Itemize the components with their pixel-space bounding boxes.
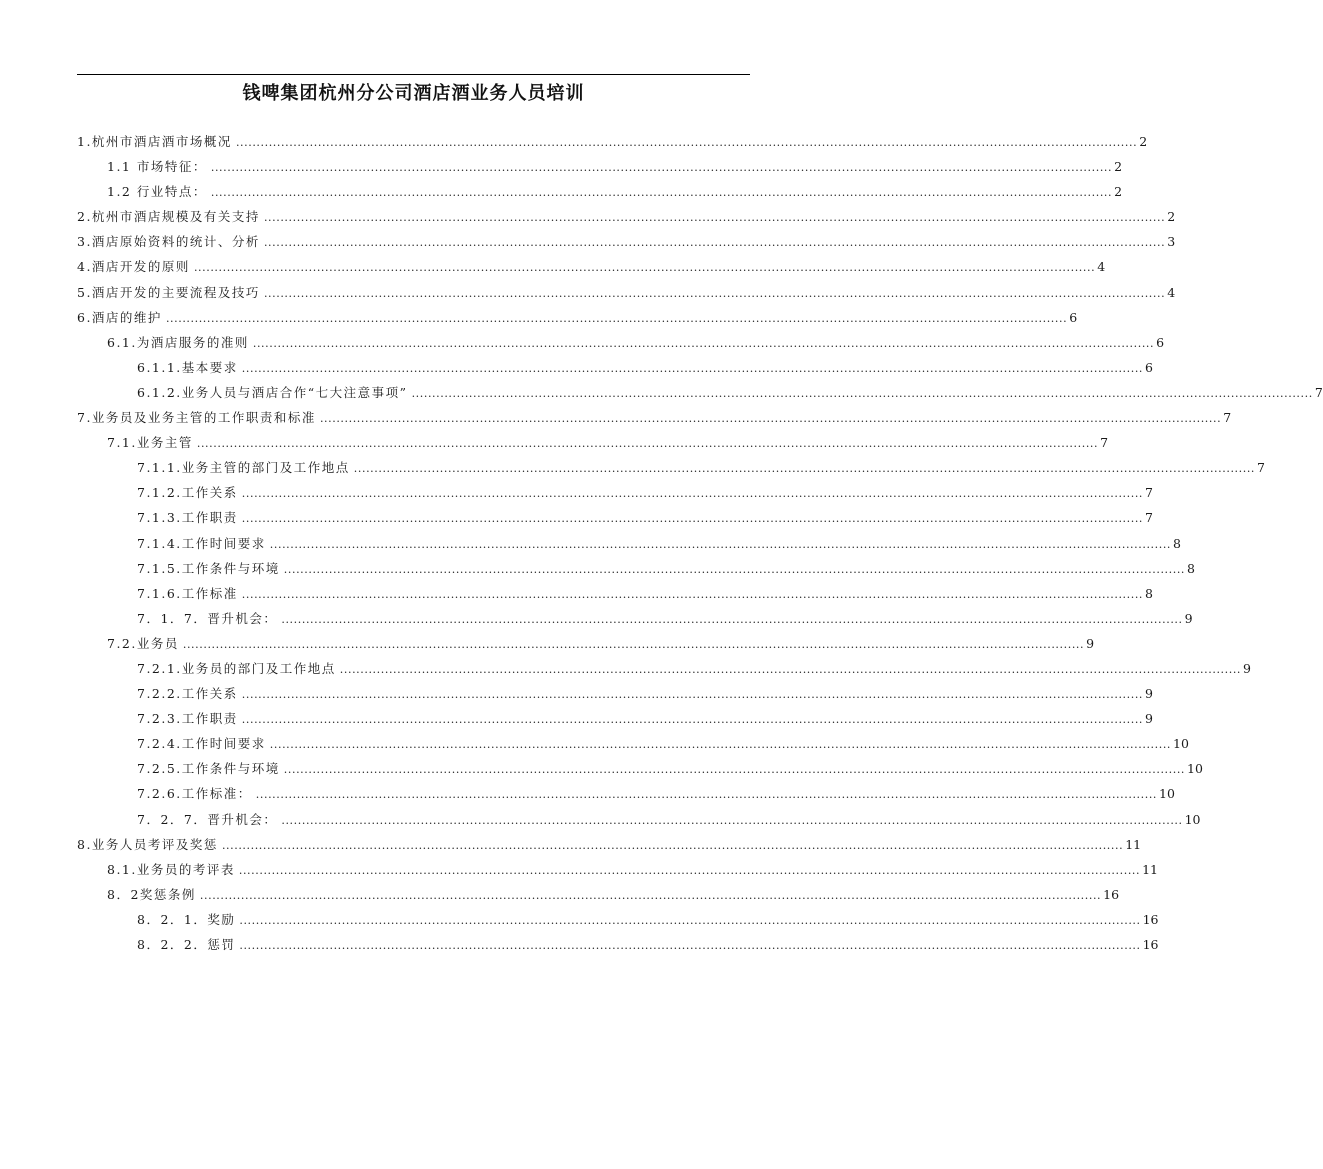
toc-dot-leader: ............................................................................................................................................................................................................................ — [281, 813, 1183, 827]
toc-entry[interactable] — [77, 355, 1153, 380]
toc-entry-label: 7.2.1.业务员的部门及工作地点 — [137, 660, 336, 676]
toc-entry[interactable] — [77, 907, 1159, 932]
toc-dot-leader: ............................................................................................................................................................................................................................ — [210, 186, 1113, 200]
toc-entry[interactable] — [77, 154, 1123, 179]
toc-entry-label: 8．2奖惩条例 — [107, 886, 196, 902]
toc-dot-leader: ............................................................................................................................................................................................................................ — [196, 437, 1099, 451]
toc-dot-leader: ............................................................................................................................................................................................................................ — [182, 637, 1085, 651]
toc-entry[interactable] — [77, 229, 1176, 254]
header-rule — [77, 74, 750, 75]
toc-entry-page-number: 7 — [1100, 435, 1109, 451]
toc-entry-page-number: 2 — [1114, 184, 1123, 200]
toc-entry-page-number: 16 — [1142, 911, 1159, 927]
toc-entry-label: 7.2.2.工作关系 — [137, 686, 238, 702]
toc-entry[interactable] — [77, 857, 1159, 882]
toc-dot-leader: ............................................................................................................................................................................................................................ — [239, 939, 1141, 952]
table-of-contents — [77, 129, 1323, 957]
toc-dot-leader: ............................................................................................................................................................................................................................ — [319, 412, 1222, 426]
toc-entry-page-number: 9 — [1243, 660, 1251, 676]
toc-dot-leader: ............................................................................................................................................................................................................................ — [339, 662, 1242, 676]
toc-entry-label: 1.1 市场特征： — [107, 159, 207, 175]
toc-entry-page-number: 7 — [1223, 410, 1232, 426]
toc-entry-page-number: 8 — [1173, 535, 1181, 551]
toc-dot-leader: ............................................................................................................................................................................................................................ — [241, 688, 1144, 702]
toc-entry-page-number: 16 — [1142, 937, 1159, 952]
toc-dot-leader: ............................................................................................................................................................................................................................ — [281, 612, 1183, 626]
toc-entry-page-number: 6 — [1156, 334, 1165, 350]
toc-entry[interactable] — [77, 505, 1153, 530]
toc-entry-label: 8.1.业务员的考评表 — [107, 861, 235, 877]
toc-entry-label: 7．1．7．晋升机会： — [137, 610, 278, 626]
toc-entry-page-number: 3 — [1167, 234, 1176, 250]
toc-dot-leader: ............................................................................................................................................................................................................................ — [263, 211, 1166, 225]
toc-entry-label: 1.2 行业特点： — [107, 184, 207, 200]
toc-dot-leader: ............................................................................................................................................................................................................................ — [263, 236, 1166, 250]
toc-entry[interactable] — [77, 330, 1165, 355]
toc-entry-page-number: 9 — [1145, 711, 1153, 727]
toc-entry[interactable] — [77, 480, 1153, 505]
toc-dot-leader: ............................................................................................................................................................................................................................ — [283, 763, 1186, 777]
toc-entry-page-number: 7 — [1145, 510, 1153, 526]
toc-entry[interactable] — [77, 631, 1095, 656]
toc-dot-leader: ............................................................................................................................................................................................................................ — [283, 562, 1186, 576]
toc-entry-page-number: 10 — [1159, 786, 1175, 802]
toc-dot-leader: ............................................................................................................................................................................................................................ — [252, 336, 1155, 350]
toc-dot-leader: ............................................................................................................................................................................................................................ — [199, 888, 1102, 902]
toc-entry[interactable] — [77, 305, 1078, 330]
toc-entry-label: 7.1.4.工作时间要求 — [137, 535, 266, 551]
toc-entry-label: 7.2.业务员 — [107, 635, 179, 651]
toc-entry-page-number: 9 — [1184, 610, 1193, 626]
toc-dot-leader: ............................................................................................................................................................................................................................ — [241, 487, 1144, 501]
toc-entry[interactable] — [77, 606, 1193, 631]
toc-entry[interactable] — [77, 531, 1181, 556]
toc-dot-leader: ............................................................................................................................................................................................................................ — [255, 788, 1158, 802]
toc-entry-label: 6.1.为酒店服务的准则 — [107, 334, 249, 350]
toc-entry-page-number: 7 — [1314, 384, 1323, 400]
toc-entry-label: 4.酒店开发的原则 — [77, 259, 190, 275]
toc-dot-leader: ............................................................................................................................................................................................................................ — [241, 713, 1144, 727]
toc-entry[interactable] — [77, 179, 1123, 204]
toc-entry[interactable] — [77, 581, 1153, 606]
toc-entry-page-number: 8 — [1145, 585, 1153, 601]
toc-entry-label: 7.2.6.工作标准： — [137, 786, 252, 802]
toc-entry-label: 7.1.1.业务主管的部门及工作地点 — [137, 460, 350, 476]
toc-entry-label: 6.1.1.基本要求 — [137, 359, 238, 375]
toc-entry-page-number: 6 — [1145, 359, 1153, 375]
toc-entry-label: 3.酒店原始资料的统计、分析 — [77, 234, 260, 250]
toc-entry[interactable] — [77, 756, 1203, 781]
toc-entry-label: 7．2．7．晋升机会： — [137, 811, 278, 827]
toc-entry[interactable] — [77, 706, 1153, 731]
toc-entry-page-number: 6 — [1069, 309, 1078, 325]
toc-entry-page-number: 9 — [1086, 635, 1095, 651]
toc-entry-page-number: 2 — [1114, 159, 1123, 175]
toc-entry-label: 6.酒店的维护 — [77, 309, 162, 325]
toc-entry-page-number: 4 — [1097, 259, 1106, 275]
toc-entry[interactable] — [77, 430, 1109, 455]
toc-entry[interactable] — [77, 455, 1265, 480]
toc-entry-page-number: 11 — [1125, 836, 1142, 852]
toc-dot-leader: ............................................................................................................................................................................................................................ — [221, 838, 1124, 852]
toc-dot-leader: ............................................................................................................................................................................................................................ — [263, 286, 1166, 300]
toc-entry-label: 2.杭州市酒店规模及有关支持 — [77, 209, 260, 225]
toc-entry[interactable] — [77, 204, 1176, 229]
toc-entry-label: 8.业务人员考评及奖惩 — [77, 836, 218, 852]
toc-entry-label: 1.杭州市酒店酒市场概况 — [77, 134, 232, 149]
toc-dot-leader: ............................................................................................................................................................................................................................ — [241, 587, 1144, 601]
toc-dot-leader: ............................................................................................................................................................................................................................ — [241, 361, 1144, 375]
toc-entry-page-number: 10 — [1173, 736, 1189, 752]
toc-entry-label: 7.1.5.工作条件与环境 — [137, 560, 280, 576]
toc-entry-label: 7.2.4.工作时间要求 — [137, 736, 266, 752]
toc-entry-page-number: 16 — [1103, 886, 1120, 902]
toc-entry-page-number: 10 — [1184, 811, 1201, 827]
toc-entry[interactable] — [77, 380, 1323, 405]
toc-dot-leader: ............................................................................................................................................................................................................................ — [411, 386, 1313, 400]
toc-entry[interactable] — [77, 731, 1189, 756]
toc-entry-page-number: 10 — [1187, 761, 1203, 777]
toc-entry[interactable] — [77, 129, 1148, 154]
toc-entry-page-number: 2 — [1139, 134, 1148, 149]
toc-entry-page-number: 7 — [1257, 460, 1265, 476]
toc-entry-label: 8．2．2．惩罚 — [137, 937, 236, 952]
toc-entry-page-number: 8 — [1187, 560, 1195, 576]
toc-entry-label: 7.2.5.工作条件与环境 — [137, 761, 280, 777]
toc-entry[interactable] — [77, 556, 1195, 581]
toc-entry-page-number: 4 — [1167, 284, 1176, 300]
toc-entry-page-number: 7 — [1145, 485, 1153, 501]
toc-dot-leader: ............................................................................................................................................................................................................................ — [165, 311, 1068, 325]
toc-entry[interactable] — [77, 681, 1153, 706]
toc-entry-label: 7.1.3.工作职责 — [137, 510, 238, 526]
toc-entry[interactable] — [77, 807, 1201, 832]
toc-entry-label: 6.1.2.业务人员与酒店合作“七大注意事项” — [137, 384, 408, 400]
toc-entry[interactable] — [77, 832, 1142, 857]
toc-entry-label: 7.1.2.工作关系 — [137, 485, 238, 501]
toc-entry-label: 7.2.3.工作职责 — [137, 711, 238, 727]
toc-entry-label: 8．2．1．奖励 — [137, 911, 236, 927]
toc-entry-page-number: 9 — [1145, 686, 1153, 702]
toc-dot-leader: ............................................................................................................................................................................................................................ — [235, 136, 1138, 149]
document-title: 钱啤集团杭州分公司酒店酒业务人员培训 — [242, 83, 585, 104]
toc-entry-label: 7.1.6.工作标准 — [137, 585, 238, 601]
toc-dot-leader: ............................................................................................................................................................................................................................ — [353, 462, 1256, 476]
toc-dot-leader: ............................................................................................................................................................................................................................ — [269, 537, 1172, 551]
toc-entry-label: 7.业务员及业务主管的工作职责和标准 — [77, 410, 316, 426]
toc-dot-leader: ............................................................................................................................................................................................................................ — [193, 261, 1096, 275]
toc-entry-page-number: 11 — [1142, 861, 1159, 877]
toc-dot-leader: ............................................................................................................................................................................................................................ — [210, 161, 1113, 175]
toc-entry[interactable] — [77, 280, 1176, 305]
toc-entry[interactable] — [77, 932, 1159, 957]
toc-entry-label: 7.1.业务主管 — [107, 435, 193, 451]
toc-entry[interactable] — [77, 656, 1251, 681]
toc-dot-leader: ............................................................................................................................................................................................................................ — [269, 738, 1172, 752]
toc-entry[interactable] — [77, 882, 1120, 907]
toc-entry-page-number: 2 — [1167, 209, 1176, 225]
toc-entry[interactable] — [77, 405, 1232, 430]
toc-entry[interactable] — [77, 254, 1106, 279]
toc-entry[interactable] — [77, 781, 1175, 806]
toc-entry-label: 5.酒店开发的主要流程及技巧 — [77, 284, 260, 300]
toc-dot-leader: ............................................................................................................................................................................................................................ — [241, 512, 1144, 526]
toc-dot-leader: ............................................................................................................................................................................................................................ — [238, 863, 1141, 877]
toc-dot-leader: ............................................................................................................................................................................................................................ — [239, 913, 1141, 927]
